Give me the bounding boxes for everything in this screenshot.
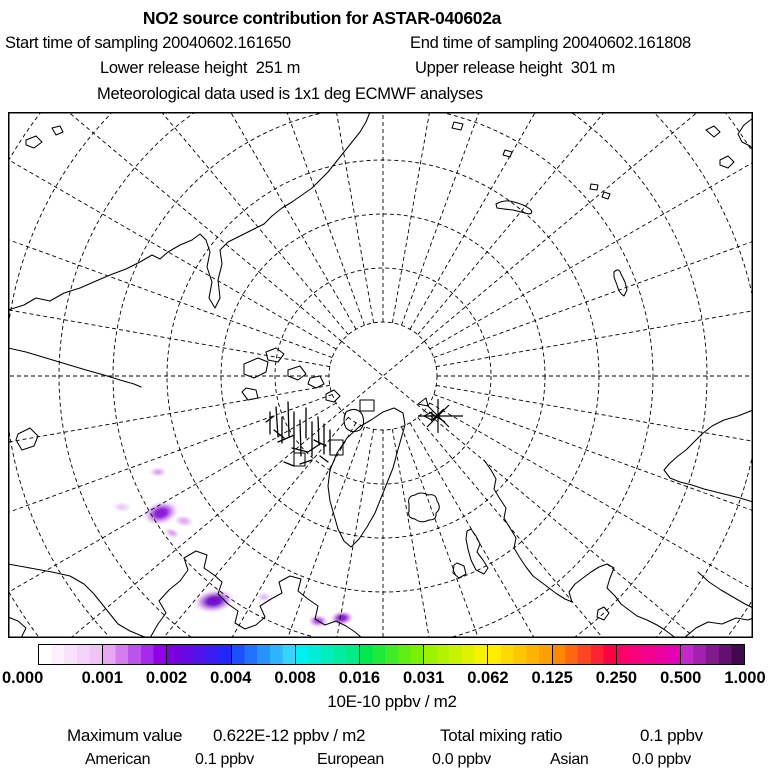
plume-blob — [189, 585, 238, 617]
meridian-ray — [418, 417, 705, 638]
coast-svalbard — [344, 409, 364, 431]
meridian-ray — [436, 385, 753, 462]
latitude-circle — [8, 112, 753, 638]
colorbar — [38, 644, 745, 665]
source-region-value: 0.0 ppbv — [632, 751, 691, 768]
colorbar-tick-label: 0.004 — [210, 669, 252, 687]
colorbar-cell — [102, 645, 166, 664]
colorbar-cell — [295, 645, 359, 664]
colorbar-tick-label: 0.062 — [467, 669, 509, 687]
coast-hudson-bay — [150, 551, 362, 638]
coast-russia-north — [664, 410, 753, 502]
meridian-ray — [133, 112, 356, 329]
colorbar-cell — [680, 645, 744, 664]
meridian-ray — [436, 289, 753, 366]
coast-iceland — [409, 493, 440, 522]
upper-release-text: Upper release height 301 m — [415, 59, 616, 77]
coast-bottom-right — [684, 618, 753, 638]
start-time-text: Start time of sampling 20040602.161650 — [5, 34, 291, 52]
colorbar-unit-label: 10E-10 ppbv / m2 — [327, 692, 457, 711]
colorbar-tick-label: 1.000 — [724, 669, 766, 687]
source-region-value: 0.0 ppbv — [432, 751, 491, 768]
meridian-ray — [434, 205, 753, 358]
coast-alaska — [8, 348, 141, 387]
colorbar-tick-label: 0.016 — [338, 669, 381, 687]
max-value: 0.622E-12 ppbv / m2 — [213, 726, 366, 745]
plume-blob — [149, 467, 167, 477]
colorbar-cell — [166, 645, 230, 664]
source-region-value: 0.1 ppbv — [195, 751, 254, 768]
coast-severnaya-zemlya — [706, 118, 753, 168]
met-data-text: Meteorological data used is 1x1 deg ECMWF analyses — [97, 85, 483, 103]
coast-arctic-archipelago — [242, 348, 340, 402]
colorbar-cell — [487, 645, 551, 664]
colorbar-tick-label: 0.000 — [2, 669, 44, 687]
station-marker-layer — [418, 399, 463, 433]
total-mixing-label: Total mixing ratio — [440, 726, 563, 745]
coast-novaya-zemlya-2 — [614, 270, 627, 296]
plume-blob-layer — [113, 467, 356, 628]
meridian-ray — [392, 112, 469, 323]
meridian-ray — [424, 112, 753, 341]
coast-islands-topleft — [26, 126, 63, 148]
colorbar-cell — [552, 645, 616, 664]
colorbar-cell — [616, 645, 680, 664]
colorbar-tick-label: 0.125 — [531, 669, 573, 687]
polar-map-plot — [8, 112, 753, 638]
colorbar-tick-label: 0.008 — [274, 669, 316, 687]
colorbar-tick-label: 0.250 — [595, 669, 638, 687]
coast-near-marker — [418, 398, 432, 420]
plume-blob — [113, 502, 131, 512]
latitude-circle — [167, 160, 599, 592]
meridian-ray — [8, 126, 336, 349]
total-mixing-value: 0.1 ppbv — [640, 726, 703, 745]
coast-greenland — [328, 408, 405, 547]
coast-novaya-zemlya — [496, 201, 532, 214]
colorbar-cell — [423, 645, 487, 664]
meridian-ray — [8, 411, 342, 638]
trajectory-cluster — [266, 402, 330, 466]
coastline-layer — [8, 112, 753, 638]
colorbar-cell — [231, 645, 295, 664]
graticule-layer — [8, 112, 753, 638]
lower-release-text: Lower release height 251 m — [100, 59, 301, 77]
max-value-label: Maximum value — [67, 726, 183, 745]
latitude-circle — [8, 112, 753, 638]
meridian-ray — [430, 403, 753, 626]
plume-blob — [163, 526, 181, 541]
coast-russia-lower — [698, 572, 753, 608]
meridian-ray — [424, 411, 753, 638]
meridian-ray — [430, 126, 753, 349]
map-frame — [9, 113, 753, 638]
page-title: NO2 source contribution for ASTAR-040602a — [142, 8, 502, 28]
meridian-ray — [392, 429, 469, 638]
meridian-ray — [8, 112, 342, 341]
colorbar-tick-label: 0.002 — [145, 669, 188, 687]
meridian-ray — [296, 112, 373, 323]
meridian-ray — [401, 112, 554, 325]
meridian-ray — [434, 394, 753, 547]
colorbar-cell — [359, 645, 423, 664]
coast-corner-land — [8, 617, 26, 638]
meridian-ray — [8, 289, 330, 366]
coast-left-island — [16, 428, 38, 450]
colorbar-tick-label: 0.500 — [660, 669, 702, 687]
coast-left-lower — [8, 564, 148, 638]
colorbar-tick-label: 0.031 — [402, 669, 445, 687]
colorbar-ticks — [0, 669, 768, 689]
source-region-name: American — [85, 751, 151, 768]
source-region-name: Asian — [550, 751, 589, 768]
source-region-name: European — [317, 751, 384, 768]
colorbar-tick-label: 0.001 — [81, 669, 123, 687]
colorbar-cell — [39, 645, 102, 664]
station-asterisk-icon — [418, 399, 463, 433]
end-time-text: End time of sampling 20040602.161808 — [410, 34, 691, 52]
